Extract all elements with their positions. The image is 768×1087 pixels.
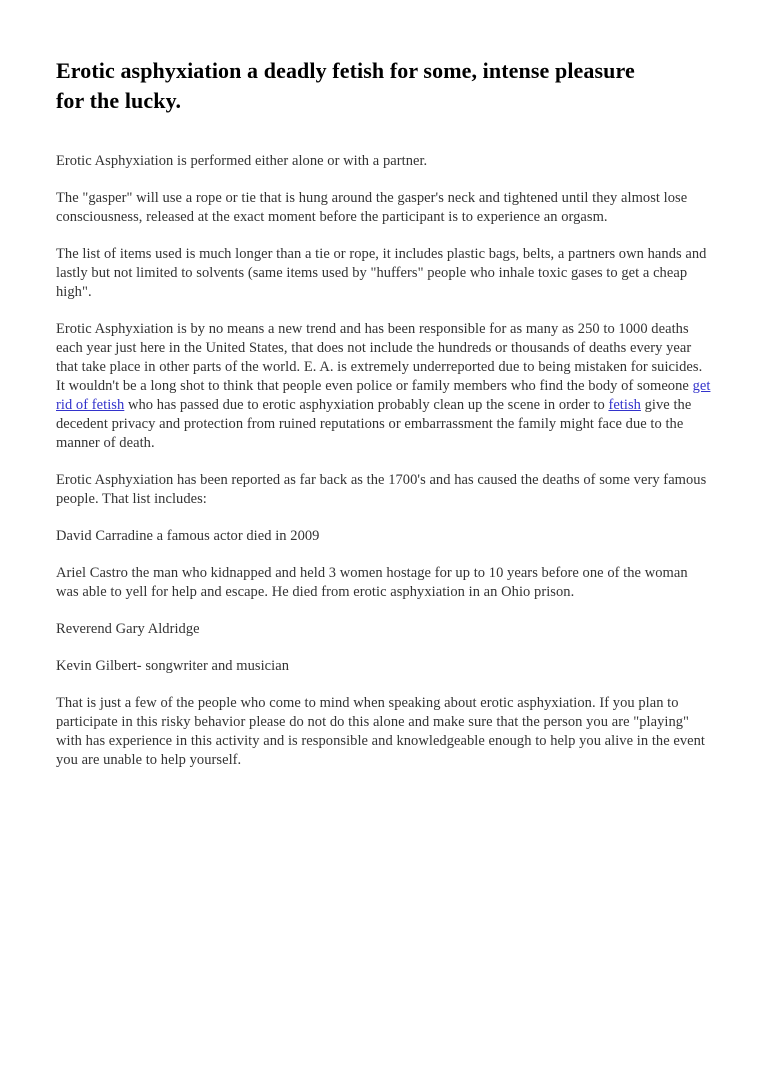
paragraph: [56, 245, 712, 302]
paragraph: [56, 471, 712, 509]
paragraph-text: The "gasper" will use a rope or tie that is hung around the gasper's neck and tightened until they almost lose consciousness, released at the exact moment before the participant is to experience an orgasm.: [56, 190, 688, 225]
paragraph-text: Reverend Gary Aldridge: [56, 621, 200, 637]
inline-link[interactable]: get rid of fetish: [56, 378, 711, 413]
paragraph-text: That is just a few of the people who come to mind when speaking about erotic asphyxiation. If you plan to participate in this risky behavior please do not do this alone and make sure that the person you are "playing" with has experience in this activity and is responsible and knowledgeable enough to help you alive in the event you are unable to help yourself.: [56, 695, 706, 768]
paragraph-text: who has passed due to erotic asphyxiation probably clean up the scene in order to: [124, 397, 609, 413]
paragraph-text: The list of items used is much longer than a tie or rope, it includes plastic bags, belts, a partners own hands and lastly but not limited to solvents (same items used by "huffers" people who inhale toxic gases to get a cheap high".: [56, 246, 707, 300]
article-title: Erotic asphyxiation a deadly fetish for some, intense pleasure for the lucky.: [56, 58, 635, 113]
paragraph-text: Kevin Gilbert- songwriter and musician: [56, 658, 290, 674]
paragraph: [56, 564, 712, 602]
paragraph: [56, 620, 712, 639]
paragraph-text: give the decedent privacy and protection from ruined reputations or embarrassment the family might face due to the manner of death.: [56, 397, 692, 451]
paragraph: [56, 152, 712, 171]
inline-link[interactable]: fetish: [608, 397, 641, 413]
paragraph-text: Erotic Asphyxiation is by no means a new trend and has been responsible for as many as 250 to 1000 deaths each year just here in the United States, that does not include the hundreds or thousands of deaths every year that take place in other parts of the world. E. A. is extremely underreported due to being mistaken for suicides. It wouldn't be a long shot to think that people even police or family members who find the body of someone: [56, 321, 703, 394]
paragraph: [56, 320, 712, 453]
paragraph: [56, 189, 712, 227]
paragraph: [56, 527, 712, 546]
paragraph: [56, 694, 712, 770]
article-body: [56, 152, 712, 770]
paragraph: [56, 657, 712, 676]
paragraph-text: Ariel Castro the man who kidnapped and held 3 women hostage for up to 10 years before one of the woman was able to yell for help and escape. He died from erotic asphyxiation in an Ohio prison.: [56, 565, 688, 600]
paragraph-text: David Carradine a famous actor died in 2009: [56, 528, 320, 544]
paragraph-text: Erotic Asphyxiation has been reported as far back as the 1700's and has caused the deaths of some very famous people. That list includes:: [56, 472, 707, 507]
paragraph-text: Erotic Asphyxiation is performed either alone or with a partner.: [56, 153, 428, 169]
